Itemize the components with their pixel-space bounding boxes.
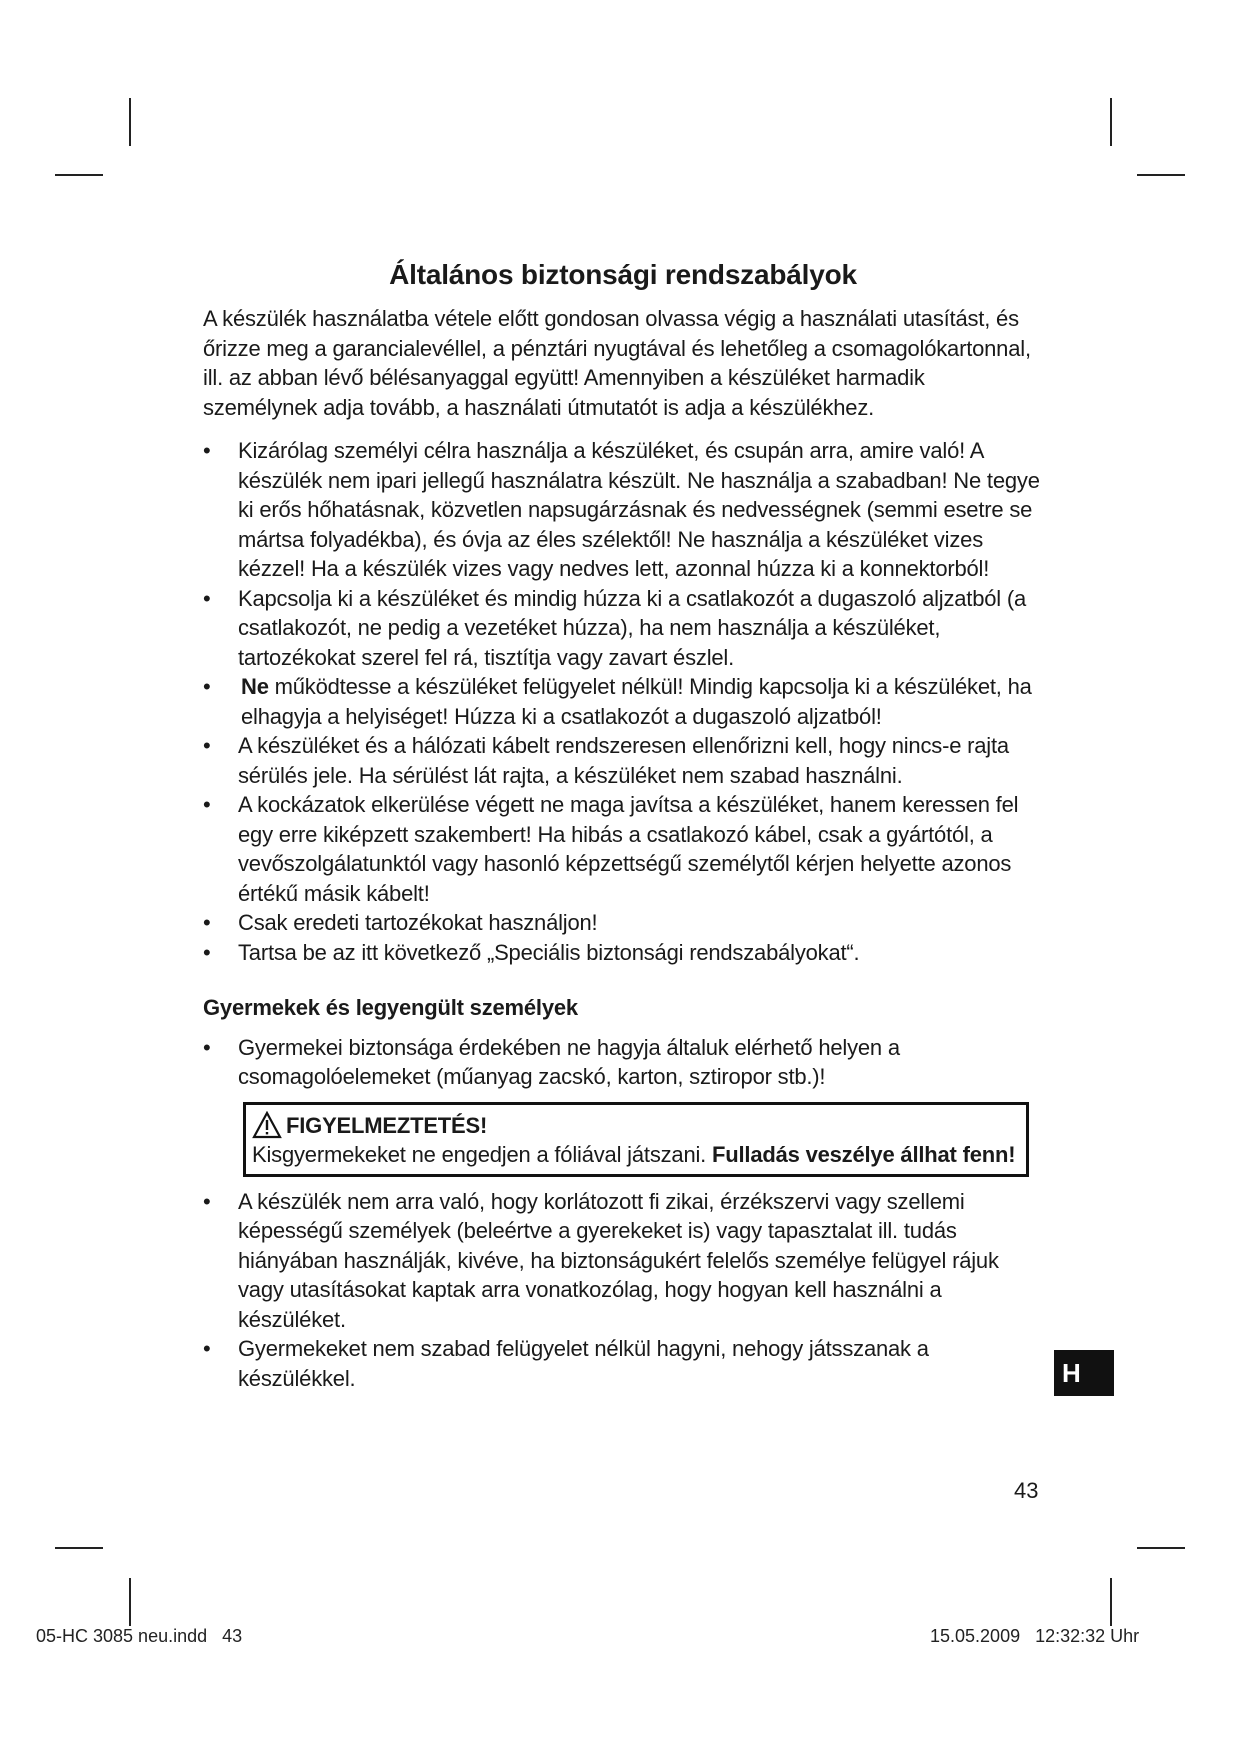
crop-mark-top-right-h [1137,174,1185,176]
list-item-text: Tartsa be az itt következő „Speciális biztonsági rendszabályokat“. [238,939,860,965]
bullet: • [203,674,211,699]
warning-title-row [252,1111,1018,1141]
warning-text-bold: Fulladás veszélye állhat fenn! [712,1142,1016,1167]
bullet: • [203,585,211,611]
crop-mark-top-right-v [1110,98,1112,146]
list-item [203,731,1043,790]
kids-list-2 [203,1187,1043,1394]
kids-list-1 [203,1033,1043,1092]
warning-triangle-icon [252,1111,282,1139]
bullet: • [203,733,211,758]
list-item-bold-word: Ne [241,674,269,699]
crop-mark-top-left-h [55,174,103,176]
bullet: • [203,939,211,965]
list-item-text: Csak eredeti tartozékokat használjon! [238,910,598,935]
general-safety-list [203,436,1043,967]
intro-paragraph: A készülék használatba vétele előtt gondosan olvassa végig a használati utasítást, és őrizze meg a garancialevéllel, a pénztári nyugtával és lehetőleg a csomagolókartonnal, ill. az abban lévő bélésanyaggal együtt! Amennyiben a készüléket harmadik személynek adja tovább, a használati útmutatót is adja a készülékhez. [203,306,1031,420]
page-content [203,258,1043,1393]
bullet: • [203,1188,211,1214]
list-item [203,908,1043,938]
bullet: • [203,438,211,463]
warning-text [252,1140,1018,1170]
list-item-text: Gyermekeket nem szabad felügyelet nélkül hagyni, nehogy játsszanak a készülékkel. [238,1336,929,1391]
list-item-text: A készüléket és a hálózati kábelt rendszeresen ellenőrizni kell, hogy nincs-e rajta sérülés jele. Ha sérülést lát rajta, a készüléket nem szabad használni. [238,733,1009,788]
list-item [203,790,1043,908]
list-item [203,672,1043,731]
footer-file-info: 05-HC 3085 neu.indd 43 [36,1626,243,1646]
crop-mark-bottom-left-h [55,1547,103,1549]
bullet: • [203,910,211,935]
bullet: • [203,1336,211,1361]
list-item-text: A kockázatok elkerülése végett ne maga javítsa a készüléket, hanem keressen fel egy erre kiképzett szakembert! Ha hibás a csatlakozó kábel, csak a gyártótól, a vevőszolgálatunktól vagy hasonló képzettségű személytől kérjen helyette azonos értékű másik kábelt! [238,792,1019,906]
kids-section-heading: Gyermekek és legyengült személyek [203,995,578,1020]
list-item-text: Kapcsolja ki a készüléket és mindig húzza ki a csatlakozót a dugaszoló aljzatból (a csatlakozót, ne pedig a vezetéket húzza), ha nem használja a készüléket, tartozékokat szerel fel rá, tisztítja vagy zavart észlel. [238,585,1027,670]
list-item [203,584,1043,673]
list-item [203,938,1043,968]
language-tab: H [1054,1350,1114,1396]
crop-mark-bottom-right-h [1137,1547,1185,1549]
warning-text-normal: Kisgyermekeket ne engedjen a fóliával játszani. [252,1142,713,1167]
list-item [203,1033,1043,1092]
list-item-text: Gyermekei biztonsága érdekében ne hagyja általuk elérhető helyen a csomagolóelemeket (műanyag zacskó, karton, sztiropor stb.)! [238,1034,900,1089]
crop-mark-bottom-left-v [129,1578,131,1626]
list-item-text: A készülék nem arra való, hogy korlátozott fi zikai, érzékszervi vagy szellemi képességű személyek (beleértve a gyerekeket is) vagy tapasztalat ill. tudás hiányában használják, kivéve, ha biztonságukért felelős személye felügyel rájuk vagy utasításokat kaptak arra vonatkozólag, hogy hogyan kell használni a készüléket. [238,1188,999,1332]
list-item [203,1334,1043,1393]
bullet: • [203,1034,211,1060]
page-title: Általános biztonsági rendszabályok [389,259,857,290]
list-item [203,436,1043,584]
page-number: 43 [1014,1478,1039,1503]
warning-title: FIGYELMEZTETÉS! [286,1112,488,1138]
crop-mark-top-left-v [129,98,131,146]
warning-box [243,1102,1029,1177]
list-item-text: működtesse a készüléket felügyelet nélkül! Mindig kapcsolja ki a készüléket, ha elhagyja a helyiséget! Húzza ki a csatlakozót a dugaszoló aljzatból! [241,674,1032,729]
crop-mark-bottom-right-v [1110,1578,1112,1626]
footer-timestamp: 15.05.2009 12:32:32 Uhr [930,1626,1140,1646]
list-item-text: Kizárólag személyi célra használja a készüléket, és csupán arra, amire való! A készülék nem ipari jellegű használatra készült. Ne használja a szabadban! Ne tegye ki erős hőhatásnak, közvetlen napsugárzásnak és nedvességnek (semmi esetre se mártsa folyadékba), és óvja az éles szélektől! Ne használja a készüléket vizes kézzel! Ha a készülék vizes vagy nedves lett, azonnal húzza ki a konnektorból! [238,438,1040,581]
bullet: • [203,792,211,817]
list-item [203,1187,1043,1335]
